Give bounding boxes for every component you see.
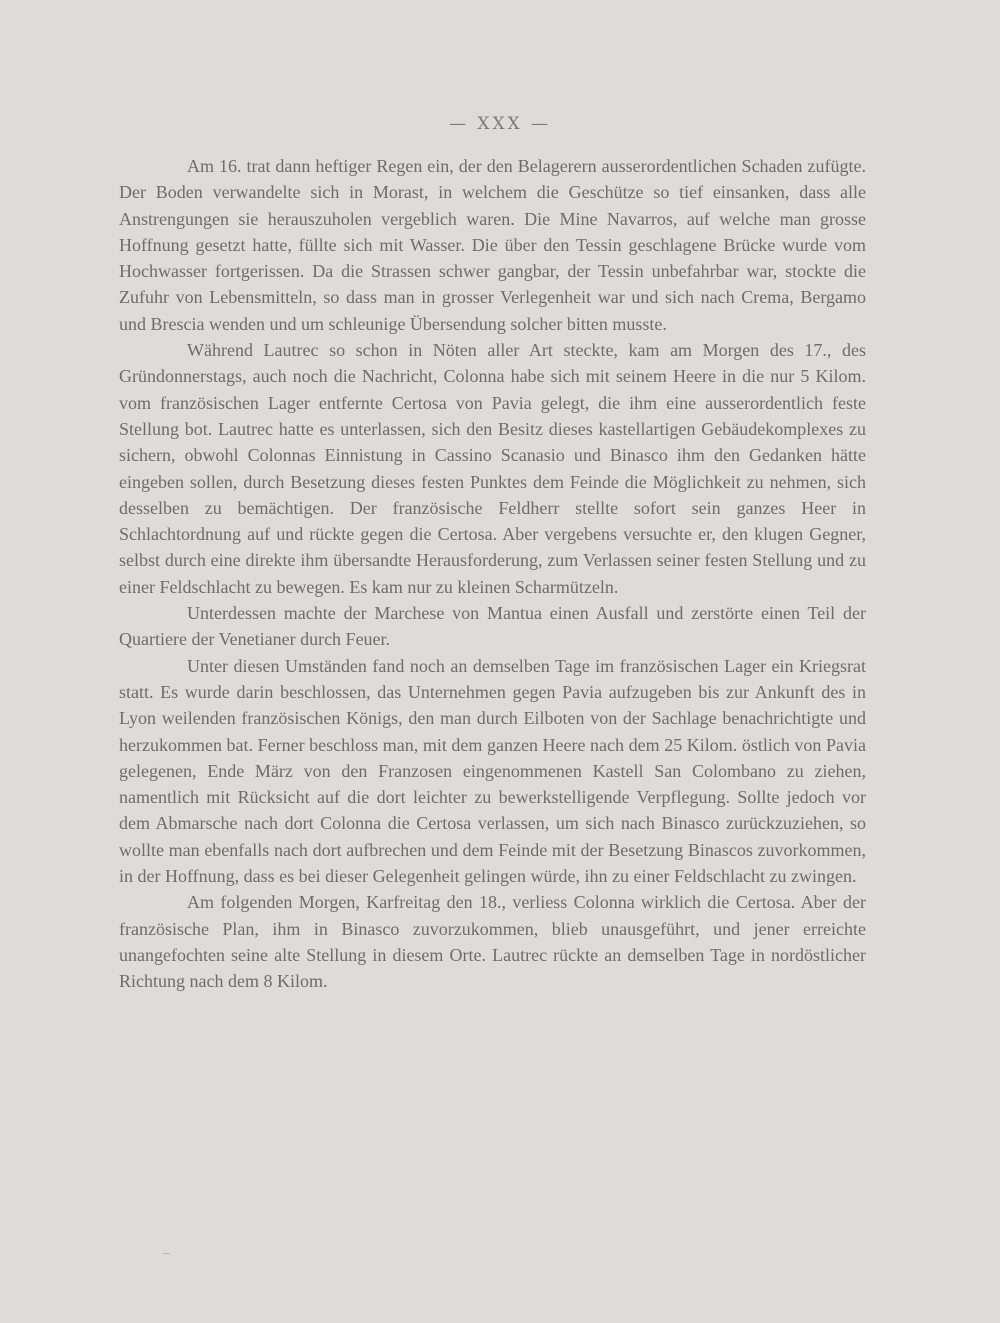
scan-mark — [163, 1253, 170, 1254]
page-number-header: — XXX — — [448, 114, 552, 134]
paragraph-1: Am 16. trat dann heftiger Regen ein, der den Belagerern ausserordentlichen Schaden zufügte. Der Boden verwandelte sich in Morast, in welchem die Geschütze so tief einsanken, dass alle Anstrengungen sie herauszuholen vergeblich waren. Die Mine Navarros, auf welche man grosse Hoffnung gesetzt hatte, füllte sich mit Wasser. Die über den Tessin geschlagene Brücke wurde vom Hochwasser fortgerissen. Da die Strassen schwer gangbar, der Tessin unbefahrbar war, stockte die Zufuhr von Lebensmitteln, so dass man in grosser Verlegenheit war und sich nach Crema, Bergamo und Brescia wenden und um schleunige Übersendung solcher bitten musste. — [119, 156, 866, 334]
paragraph-3: Unterdessen machte der Marchese von Mantua einen Ausfall und zerstörte einen Teil der Quartiere der Venetianer durch Feuer. — [119, 603, 866, 650]
paragraph-2: Während Lautrec so schon in Nöten aller Art steckte, kam am Morgen des 17., des Gründonnerstags, auch noch die Nachricht, Colonna habe sich mit seinem Heere in die nur 5 Kilom. vom französischen Lager entfernte Certosa von Pavia gelegt, die ihm eine ausserordentlich feste Stellung bot. Lautrec hatte es unterlassen, sich den Besitz dieses kastellartigen Gebäudekomplexes zu sichern, obwohl Colonnas Einnistung in Cassino Scanasio und Binasco ihm den Gedanken hätte eingeben sollen, durch Besetzung dieses festen Punktes dem Feinde die Möglichkeit zu nehmen, sich desselben zu bemächtigen. Der französische Feldherr stellte sofort sein ganzes Heer in Schlachtordnung auf und rückte gegen die Certosa. Aber vergebens versuchte er, den klugen Gegner, selbst durch eine direkte ihm übersandte Herausforderung, zum Verlassen seiner festen Stellung und zu einer Feldschlacht zu bewegen. Es kam nur zu kleinen Scharmützeln. — [119, 340, 866, 597]
paragraph-5: Am folgenden Morgen, Karfreitag den 18., verliess Colonna wirklich die Certosa. Aber der französische Plan, ihm in Binasco zuvorzukommen, blieb unausgeführt, und jener erreichte unangefochten seine alte Stellung in diesem Orte. Lautrec rückte an demselben Tage in nordöstlicher Richtung nach dem 8 Kilom. — [119, 892, 866, 992]
paragraph-4: Unter diesen Umständen fand noch an demselben Tage im französischen Lager ein Kriegsrat statt. Es wurde darin beschlossen, das Unternehmen gegen Pavia aufzugeben bis zur Ankunft des in Lyon weilenden französischen Königs, den man durch Eilboten von der Sachlage benachrichtigte und herzukommen bat. Ferner beschloss man, mit dem ganzen Heere nach dem 25 Kilom. östlich von Pavia gelegenen, Ende März von den Franzosen eingenommenen Kastell San Colombano zu ziehen, namentlich mit Rücksicht auf die dort leichter zu bewerkstelligende Verpflegung. Sollte jedoch vor dem Abmarsche nach dort Colonna die Certosa verlassen, um sich nach Binasco zurückzuziehen, so wollte man ebenfalls nach dort aufbrechen und dem Feinde mit der Besetzung Binascos zuvorkommen, in der Hoffnung, dass es bei dieser Gelegenheit gelingen würde, ihn zu einer Feldschlacht zu zwingen. — [119, 655, 866, 887]
body-text — [119, 153, 866, 995]
